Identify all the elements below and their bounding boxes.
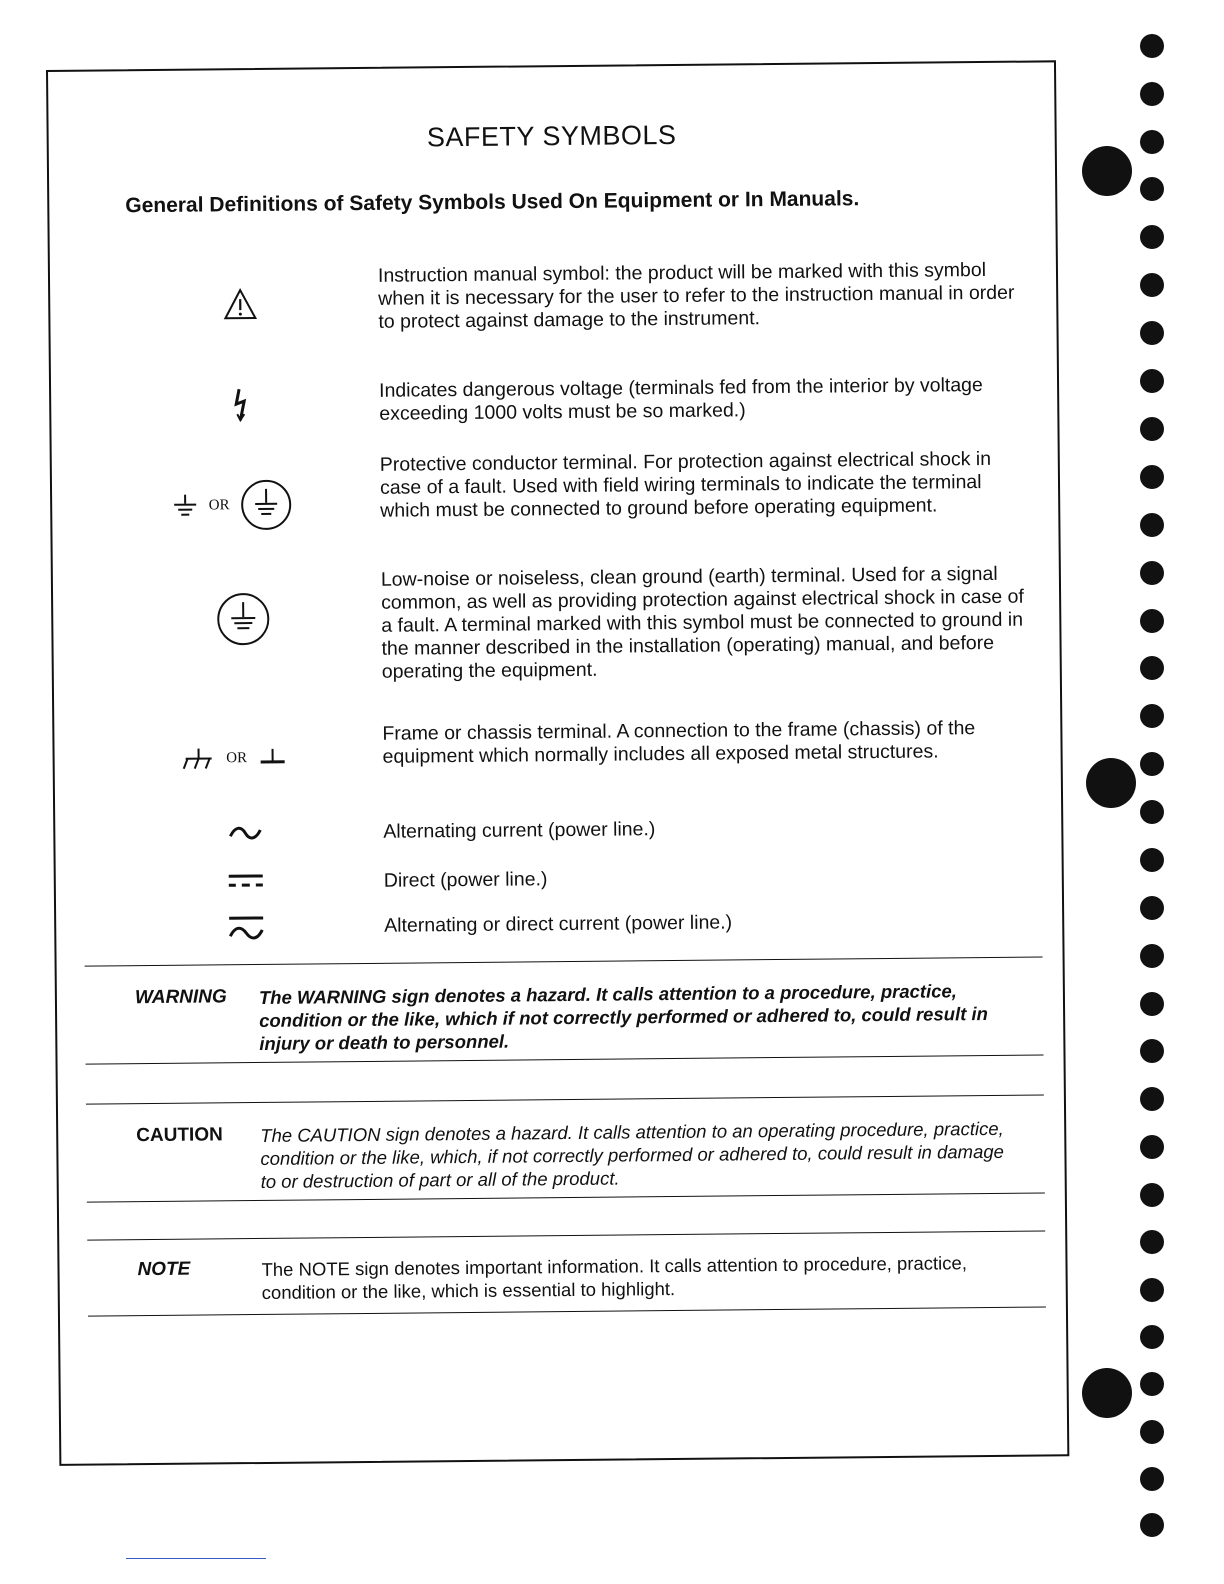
binder-holes bbox=[1130, 0, 1224, 1584]
binder-hole bbox=[1140, 1278, 1164, 1302]
warning-triangle-icon bbox=[223, 288, 257, 320]
note-text: The NOTE sign denotes important information. It calls attention to procedure, practice, condition or the like, which is essential to highlight. bbox=[261, 1252, 967, 1303]
divider bbox=[87, 1230, 1045, 1240]
binder-hole bbox=[1140, 273, 1164, 297]
binder-hole bbox=[1140, 177, 1164, 201]
binder-hole bbox=[1140, 417, 1164, 441]
binder-hole bbox=[1140, 704, 1164, 728]
caution-label: CAUTION bbox=[136, 1124, 223, 1147]
note-block bbox=[87, 1250, 1045, 1303]
chassis-terminal-icon bbox=[182, 744, 216, 772]
common-terminal-icon bbox=[257, 744, 287, 772]
binder-hole bbox=[1140, 321, 1164, 345]
ring-hole bbox=[1086, 758, 1136, 808]
ring-hole bbox=[1082, 1368, 1132, 1418]
symbol-description: Alternating or direct current (power line.) bbox=[384, 911, 733, 937]
warning-label: WARNING bbox=[134, 986, 227, 1009]
page-title: SAFETY SYMBOLS bbox=[426, 119, 677, 153]
symbol-row bbox=[56, 908, 1062, 937]
binder-hole bbox=[1140, 1420, 1164, 1444]
binder-hole bbox=[1140, 992, 1164, 1016]
alternating-current-icon bbox=[227, 824, 263, 842]
divider bbox=[86, 1094, 1044, 1104]
divider bbox=[88, 1306, 1046, 1316]
binder-hole bbox=[1140, 1467, 1164, 1491]
binder-hole bbox=[1140, 944, 1164, 968]
symbol-description: Alternating current (power line.) bbox=[383, 818, 656, 843]
warning-text: The WARNING sign denotes a hazard. It calls attention to a procedure, practice, condition or the like, which if not correctly performed or adhered to, could result in injury or death to personnel. bbox=[258, 980, 988, 1054]
divider bbox=[87, 1192, 1045, 1202]
symbol-description: Low-noise or noiseless, clean ground (earth) terminal. Used for a signal common, as well as providing protection against electrical shock in case of a fault. A terminal marked with this symbol must be connected to ground in the manner described in the installation (operating) manual, and before operating the equipment. bbox=[380, 562, 1024, 683]
ac-dc-icon bbox=[227, 914, 265, 946]
binder-hole bbox=[1140, 34, 1164, 58]
binder-hole bbox=[1140, 561, 1164, 585]
binder-hole bbox=[1140, 225, 1164, 249]
binder-hole bbox=[1140, 1513, 1164, 1537]
binder-hole bbox=[1140, 1087, 1164, 1111]
lightning-bolt-icon bbox=[231, 387, 251, 423]
symbol-row bbox=[52, 447, 1058, 522]
symbol-row bbox=[55, 814, 1061, 843]
binder-hole bbox=[1140, 465, 1164, 489]
binder-hole bbox=[1140, 848, 1164, 872]
symbol-row bbox=[50, 258, 1056, 333]
binder-hole bbox=[1140, 513, 1164, 537]
or-label: OR bbox=[226, 749, 248, 766]
binder-hole bbox=[1140, 1230, 1164, 1254]
symbol-row bbox=[51, 373, 1057, 425]
symbol-row bbox=[56, 863, 1062, 892]
caution-text: The CAUTION sign denotes a hazard. It calls attention to an operating procedure, practice, condition or the like, which, if not correctly performed or adhered to, could result in damage to or destruction of part or all of the product. bbox=[260, 1117, 1004, 1192]
binder-hole bbox=[1140, 896, 1164, 920]
divider bbox=[86, 1054, 1044, 1064]
binder-hole bbox=[1140, 82, 1164, 106]
binder-hole bbox=[1140, 656, 1164, 680]
symbol-description: Direct (power line.) bbox=[383, 868, 548, 892]
binder-hole bbox=[1140, 800, 1164, 824]
binder-hole bbox=[1140, 1372, 1164, 1396]
binder-hole bbox=[1140, 609, 1164, 633]
binder-hole bbox=[1140, 752, 1164, 776]
page-subtitle: General Definitions of Safety Symbols Used On Equipment or In Manuals. bbox=[125, 187, 860, 218]
protective-ground-icon bbox=[240, 479, 292, 531]
binder-hole bbox=[1140, 1325, 1164, 1349]
divider bbox=[85, 956, 1043, 966]
direct-current-icon bbox=[227, 871, 265, 891]
earth-ground-icon bbox=[172, 492, 198, 520]
binder-hole bbox=[1140, 130, 1164, 154]
binder-hole bbox=[1140, 1039, 1164, 1063]
scan-artifact-line bbox=[126, 1558, 266, 1559]
binder-hole bbox=[1140, 1183, 1164, 1207]
symbol-description: Protective conductor terminal. For protection against electrical shock in case of a fault. Used with field wiring terminals to indicate the terminal which must be connected to ground before operating equipment. bbox=[379, 447, 992, 522]
symbol-row bbox=[54, 716, 1060, 768]
or-label: OR bbox=[208, 496, 230, 513]
symbol-description: Frame or chassis terminal. A connection to the frame (chassis) of the equipment which normally includes all exposed metal structures. bbox=[382, 717, 976, 768]
note-label: NOTE bbox=[137, 1258, 191, 1281]
warning-block bbox=[85, 978, 1043, 1054]
ring-hole bbox=[1082, 146, 1132, 196]
binder-hole bbox=[1140, 1135, 1164, 1159]
symbol-description: Indicates dangerous voltage (terminals fed from the interior by voltage exceeding 1000 volts must be so marked.) bbox=[378, 374, 983, 425]
symbol-description: Instruction manual symbol: the product will be marked with this symbol when it is necessary for the user to refer to the instruction manual in order to protect against damage to the instrument. bbox=[377, 258, 1015, 333]
page-frame bbox=[46, 60, 1069, 1466]
symbol-row bbox=[53, 562, 1059, 683]
caution-block bbox=[86, 1116, 1044, 1192]
clean-ground-icon bbox=[216, 592, 271, 647]
binder-hole bbox=[1140, 369, 1164, 393]
